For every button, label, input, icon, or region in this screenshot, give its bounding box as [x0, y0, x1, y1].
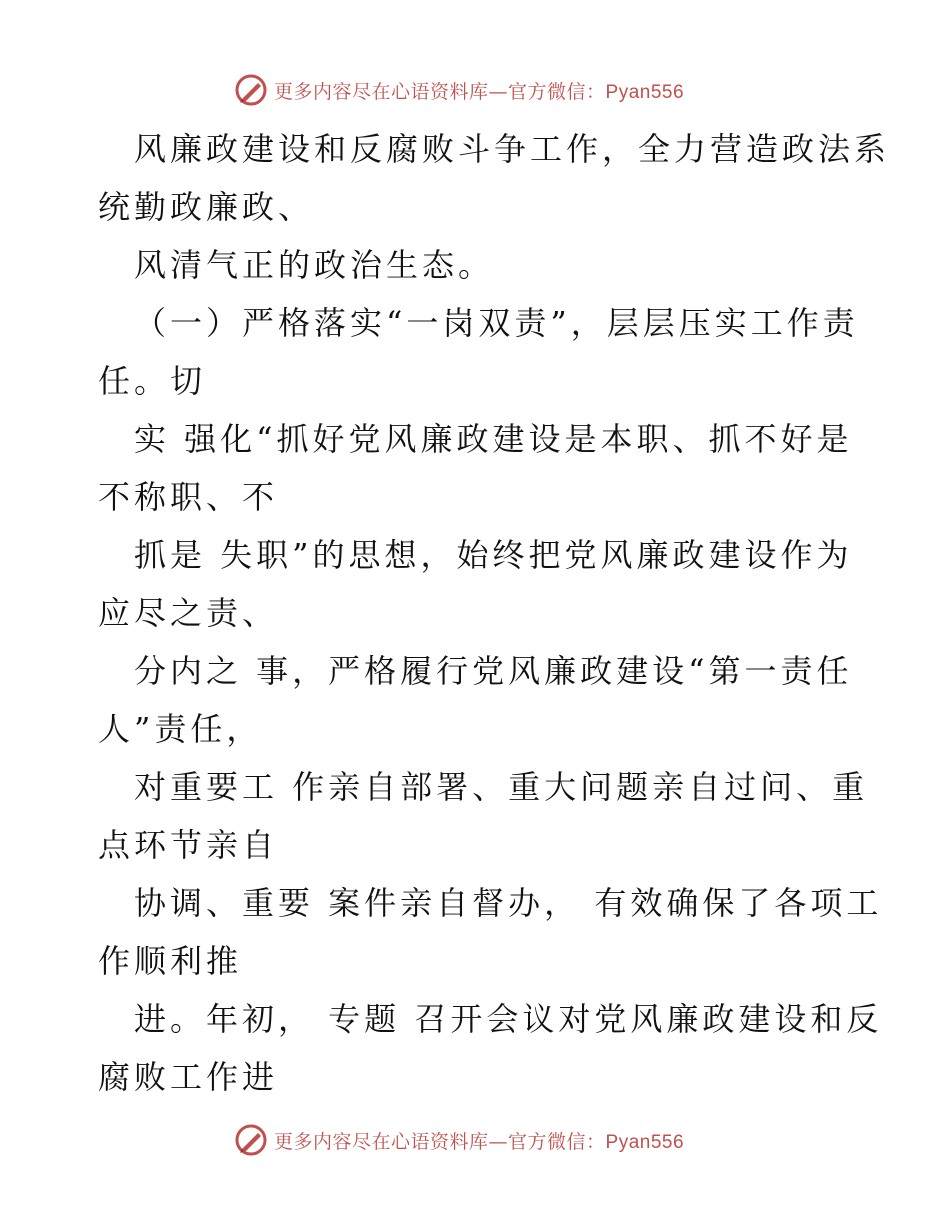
footer-banner — [234, 1122, 684, 1158]
header-banner — [234, 72, 684, 108]
text-line: 风清气正的政治生态。 — [134, 246, 495, 284]
text-line: 风廉政建设和反腐败斗争工作，全力营造政法系 — [134, 130, 891, 168]
header-banner-text: 更多内容尽在心语资料库—官方微信：Pyan556 — [274, 80, 685, 103]
text-line: 人”责任， — [98, 710, 263, 748]
text-line: 作顺利推 — [98, 942, 243, 980]
text-line: 任。切 — [98, 362, 207, 400]
text-line: 实 强化“抓好党风廉政建设是本职、抓不好是 — [134, 420, 853, 458]
footer-banner-text: 更多内容尽在心语资料库—官方微信：Pyan556 — [274, 1130, 685, 1153]
text-line: （一）严格落实“一岗双责”，层层压实工作责 — [134, 304, 859, 342]
pen-logo-icon — [234, 73, 268, 107]
text-line: 分内之 事，严格履行党风廉政建设“第一责任 — [134, 652, 853, 690]
body-text — [98, 120, 891, 1106]
text-line: 协调、重要 案件亲自督办， 有效确保了各项工 — [134, 884, 883, 922]
text-line: 进。年初， 专题 召开会议对党风廉政建设和反 — [134, 1000, 883, 1038]
text-line: 抓是 失职”的思想，始终把党风廉政建设作为 — [134, 536, 853, 574]
pen-logo-icon — [234, 1123, 268, 1157]
text-line: 腐败工作进 — [98, 1058, 279, 1096]
text-line: 点环节亲自 — [98, 826, 279, 864]
text-line: 应尽之责、 — [98, 594, 279, 632]
text-line: 统勤政廉政、 — [98, 188, 315, 226]
text-line: 对重要工 作亲自部署、重大问题亲自过问、重 — [134, 768, 869, 806]
text-line: 不称职、不 — [98, 478, 279, 516]
